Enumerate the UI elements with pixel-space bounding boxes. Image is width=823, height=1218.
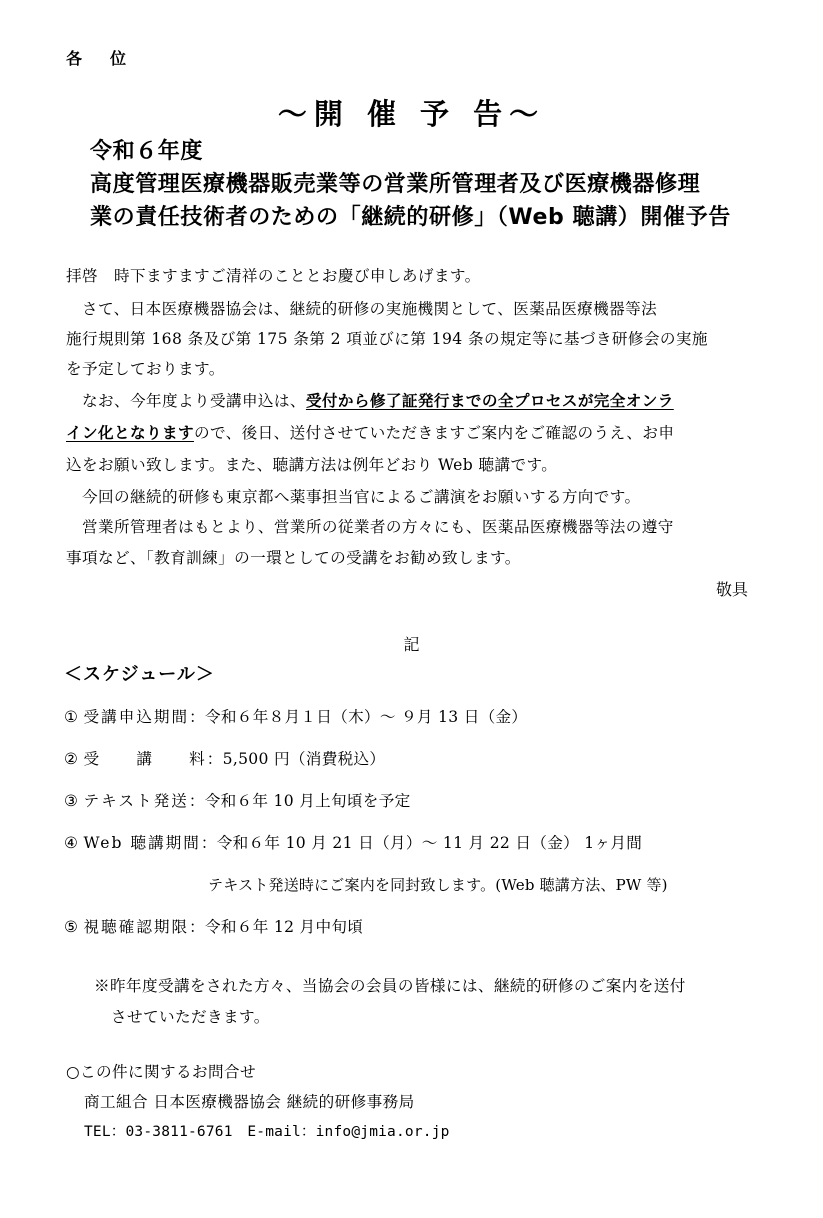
title-line-1: 令和６年度 [90,139,204,164]
body-paragraph-3-line-3: 込をお願い致します。また、聴講方法は例年どおり Web 聴講です。 [66,456,558,474]
body-paragraph-2-line-2: 施行規則第 168 条及び第 175 条第 2 項並びに第 194 条の規定等に基づき研修会の実施 [66,330,708,348]
contact-heading: ○この件に関するお問合せ [66,1063,256,1081]
contact-tel-email: TEL：03-3811-6761 E-mail：info@jmia.or.jp [84,1124,450,1140]
online-process-emphasis-cont: イン化となります [66,423,194,442]
note-line-2: させていただきます。 [111,1008,270,1026]
item-number: ④ [64,834,79,852]
p3-text-cont: ので、後日、送付させていただきますご案内をご確認のうえ、お申 [193,424,675,442]
item-value: ：5,500 円（消費税込） [206,750,386,768]
schedule-item-5 [64,915,363,937]
body-paragraph-3-line-1 [82,389,674,411]
ki-marker: 記 [403,635,420,654]
item-label: テキスト発送 [83,792,189,810]
schedule-item-4 [64,831,642,853]
item-value: ：令和６年 12 月中旬頃 [189,918,364,936]
item-label: 受 講 料 [83,750,207,768]
page-heading: ～開 催 予 告～ [277,97,546,131]
p3-text: なお、今年度より受講申込は、 [82,392,306,410]
body-paragraph-4: 今回の継続的研修も東京都へ薬事担当官によるご講演をお願いする方向です。 [82,488,641,506]
item-value: ：令和６年 10 月上旬頃を予定 [188,792,411,810]
schedule-heading: ＜スケジュール＞ [64,664,215,685]
note-line-1: ※昨年度受講をされた方々、当協会の会員の皆様には、継続的研修のご案内を送付 [94,977,686,995]
item-label: 視聴確認期限 [83,918,190,936]
item-value: ：令和６年８月１日（木）～ ９月 13 日（金） [189,708,528,726]
greeting-line: 拝啓 時下ますますご清祥のこととお慶び申しあげます。 [66,267,481,285]
body-paragraph-2-line-1: さて、日本医療機器協会は、継続的研修の実施機関として、医薬品医療機器等法 [82,300,658,318]
online-process-emphasis: 受付から修了証発行までの全プロセスが完全オンラ [305,391,674,410]
item-label: 受講申込期間 [83,708,190,726]
contact-organization: 商工組合 日本医療機器協会 継続的研修事務局 [84,1093,415,1111]
item-number: ② [64,750,79,768]
body-paragraph-3-line-2 [66,421,674,443]
item-number: ① [64,708,79,726]
closing-keigu: 敬具 [715,580,748,599]
schedule-item-4-note: テキスト発送時にご案内を同封致します。(Web 聴講方法、PW 等) [208,876,668,894]
schedule-item-2 [64,747,385,769]
body-paragraph-5-line-2: 事項など、「教育訓練」の一環としての受講をお勧め致します。 [66,549,521,567]
item-number: ③ [64,792,79,810]
item-number: ⑤ [64,918,79,936]
title-line-3: 業の責任技術者のための「継続的研修」（Web 聴講）開催予告 [90,205,731,230]
body-paragraph-2-line-3: を予定しております。 [66,360,225,378]
title-line-2: 高度管理医療機器販売業等の営業所管理者及び医療機器修理 [90,172,701,197]
body-paragraph-5-line-1: 営業所管理者はもとより、営業所の従業者の方々にも、医薬品医療機器等法の遵守 [82,518,674,536]
salutation: 各 位 [66,49,133,68]
schedule-item-1 [64,705,527,727]
schedule-item-3 [64,789,411,811]
item-label: Web 聴講期間 [83,834,201,852]
item-value: ：令和６年 10 月 21 日（月）～ 11 月 22 日（金） 1ヶ月間 [200,834,643,852]
